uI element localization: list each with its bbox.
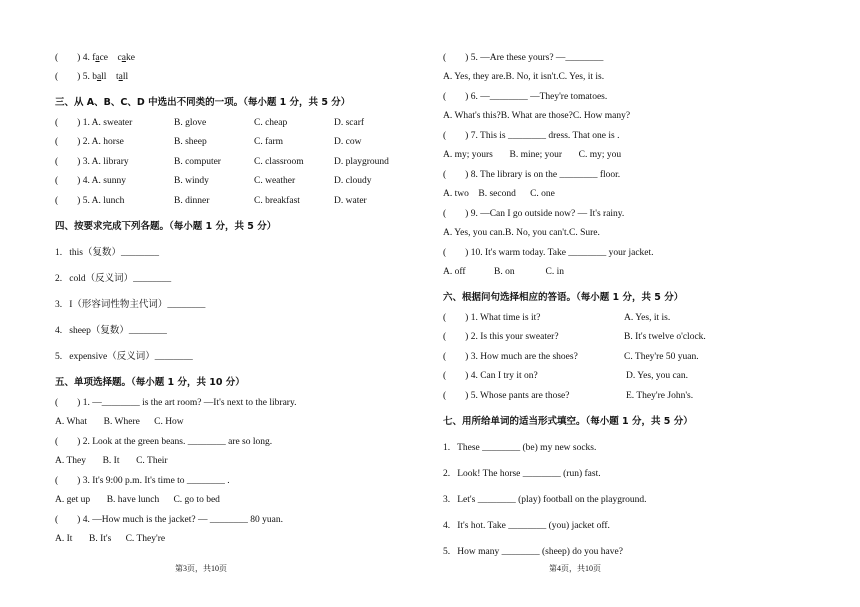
section-7-title: 七、用所给单词的适当形式填空。（每小题 1 分，共 5 分） bbox=[443, 416, 693, 427]
section-5-line: A. get up B. have lunch C. go to bed bbox=[55, 495, 220, 505]
section-6-row: ( ) 2. Is this your sweater? B. It's twelve o'clock. bbox=[443, 332, 706, 342]
page-footer: 第3页，共10页 bbox=[175, 564, 227, 573]
section-5-line: ( ) 9. —Can I go outside now? — It's rainy. bbox=[443, 209, 625, 219]
page-footer: 第4页，共10页 bbox=[549, 564, 601, 573]
section-5-line: A. my; yours B. mine; your C. my; you bbox=[443, 150, 622, 160]
section-5-line: A. off B. on C. in bbox=[443, 267, 564, 277]
section-7-item: 3. Let's ________ (play) football on the playground. bbox=[443, 495, 647, 505]
section-6-row: ( ) 1. What time is it? A. Yes, it is. bbox=[443, 313, 671, 323]
section-3-title: 三、从 A、B、C、D 中选出不同类的一项。（每小题 1 分，共 5 分） bbox=[55, 97, 351, 108]
section-5-line: A. They B. It C. Their bbox=[55, 456, 168, 466]
section-4-item: 2. cold（反义词）________ bbox=[55, 274, 172, 284]
section-4-item: 3. I（形容词性物主代词）________ bbox=[55, 300, 206, 310]
section-7-item: 4. It's hot. Take ________ (you) jacket off. bbox=[443, 521, 610, 531]
section-4-item: 5. expensive（反义词）________ bbox=[55, 352, 193, 362]
phonics-item-4: ( ) 4. face cake bbox=[55, 53, 135, 63]
section-3-row: ( ) 5. A. lunch B. dinner C. breakfast D. water bbox=[55, 196, 367, 206]
section-4-title: 四、按要求完成下列各题。（每小题 1 分，共 5 分） bbox=[55, 221, 277, 232]
section-5-line: ( ) 1. —________ is the art room? —It's next to the library. bbox=[55, 398, 297, 408]
section-5-line: A. Yes, they are.B. No, it isn't.C. Yes, it is. bbox=[443, 72, 605, 82]
section-5-line: ( ) 7. This is ________ dress. That one is . bbox=[443, 131, 620, 141]
section-6-row: ( ) 3. How much are the shoes? C. They're 50 yuan. bbox=[443, 352, 699, 362]
section-4-item: 1. this（复数）________ bbox=[55, 248, 159, 258]
section-3-row: ( ) 2. A. horse B. sheep C. farm D. cow bbox=[55, 137, 362, 147]
section-7-item: 1. These ________ (be) my new socks. bbox=[443, 443, 597, 453]
section-6-title: 六、根据问句选择相应的答语。（每小题 1 分，共 5 分） bbox=[443, 292, 684, 303]
section-3-row: ( ) 4. A. sunny B. windy C. weather D. cloudy bbox=[55, 176, 372, 186]
section-5-line: A. two B. second C. one bbox=[443, 189, 555, 199]
section-5-title: 五、单项选择题。（每小题 1 分，共 10 分） bbox=[55, 377, 245, 388]
section-6-row: ( ) 5. Whose pants are those? E. They're John's. bbox=[443, 391, 694, 401]
section-4-item: 4. sheep（复数）________ bbox=[55, 326, 167, 336]
section-5-line: ( ) 10. It's warm today. Take ________ your jacket. bbox=[443, 248, 654, 258]
section-5-line: A. What B. Where C. How bbox=[55, 417, 184, 427]
section-5-line: ( ) 3. It's 9:00 p.m. It's time to ________ . bbox=[55, 476, 230, 486]
section-5-line: ( ) 2. Look at the green beans. ________ are so long. bbox=[55, 437, 273, 447]
phonics-item-5: ( ) 5. ball tall bbox=[55, 72, 129, 82]
section-3-row: ( ) 1. A. sweater B. glove C. cheap D. scarf bbox=[55, 118, 365, 128]
section-5-line: ( ) 8. The library is on the ________ floor. bbox=[443, 170, 621, 180]
section-5-line: A. What's this?B. What are those?C. How many? bbox=[443, 111, 631, 121]
section-5-line: ( ) 6. —________ —They're tomatoes. bbox=[443, 92, 608, 102]
section-6-row: ( ) 4. Can I try it on? D. Yes, you can. bbox=[443, 371, 689, 381]
section-3-row: ( ) 3. A. library B. computer C. classroom D. playground bbox=[55, 157, 389, 167]
section-5-line: ( ) 5. —Are these yours? —________ bbox=[443, 53, 604, 63]
section-7-item: 2. Look! The horse ________ (run) fast. bbox=[443, 469, 601, 479]
section-5-line: A. It B. It's C. They're bbox=[55, 534, 166, 544]
section-5-line: ( ) 4. —How much is the jacket? — ________ 80 yuan. bbox=[55, 515, 283, 525]
section-7-item: 5. How many ________ (sheep) do you have? bbox=[443, 547, 623, 557]
section-5-line: A. Yes, you can.B. No, you can't.C. Sure. bbox=[443, 228, 600, 238]
